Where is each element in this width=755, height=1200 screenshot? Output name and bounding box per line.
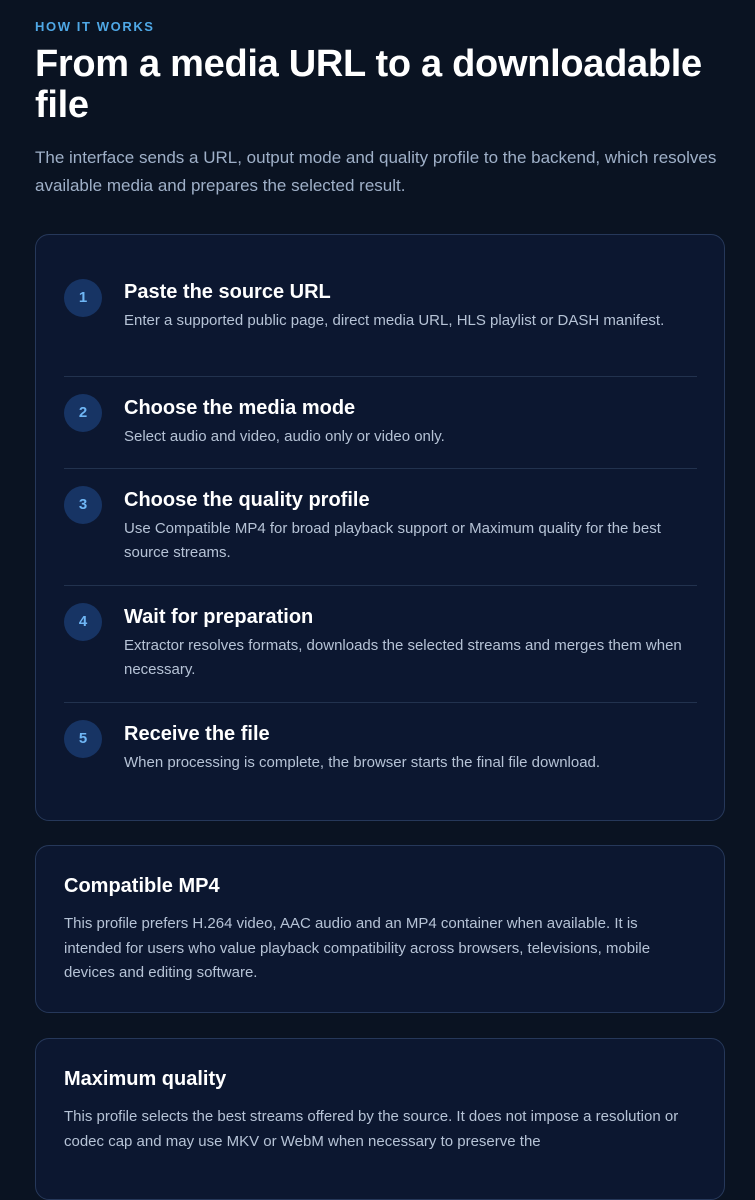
section-title: From a media URL to a downloadable file xyxy=(35,43,702,126)
step-description: Use Compatible MP4 for broad playback support or Maximum quality for the best source streams. xyxy=(124,520,661,561)
step-number-badge: 3 xyxy=(64,486,102,524)
step-description: Enter a supported public page, direct media URL, HLS playlist or DASH manifest. xyxy=(124,312,665,329)
step-title: Choose the quality profile xyxy=(124,489,370,511)
section-eyebrow: HOW IT WORKS xyxy=(35,19,155,34)
step-item xyxy=(64,469,697,586)
step-description: When processing is complete, the browser starts the final file download. xyxy=(124,754,601,771)
step-item xyxy=(64,703,697,793)
steps-card xyxy=(35,234,725,821)
step-title: Wait for preparation xyxy=(124,606,314,628)
step-title: Receive the file xyxy=(124,723,270,745)
profile-title: Compatible MP4 xyxy=(64,875,220,897)
section-intro: The interface sends a URL, output mode and quality profile to the backend, which resolves available media and prepares the selected result. xyxy=(35,148,717,195)
profile-title: Maximum quality xyxy=(64,1068,227,1090)
step-description: Extractor resolves formats, downloads the selected streams and merges them when necessary. xyxy=(124,637,682,678)
step-item xyxy=(64,263,697,377)
step-number-badge: 1 xyxy=(64,279,102,317)
profile-description: This profile selects the best streams offered by the source. It does not impose a resolution or codec cap and may use MKV or WebM when necessary to preserve the xyxy=(64,1108,679,1150)
profile-card-compatible xyxy=(35,845,725,1013)
step-item xyxy=(64,377,697,469)
step-item xyxy=(64,586,697,703)
profile-description: This profile prefers H.264 video, AAC audio and an MP4 container when available. It is intended for users who value playback compatibility across browsers, televisions, mobile devices and editing software. xyxy=(64,915,651,981)
step-number-badge: 5 xyxy=(64,720,102,758)
step-number-badge: 4 xyxy=(64,603,102,641)
step-number-badge: 2 xyxy=(64,394,102,432)
profile-card-maximum xyxy=(35,1038,725,1200)
step-title: Paste the source URL xyxy=(124,281,331,303)
step-description: Select audio and video, audio only or video only. xyxy=(124,428,445,445)
step-title: Choose the media mode xyxy=(124,397,356,419)
